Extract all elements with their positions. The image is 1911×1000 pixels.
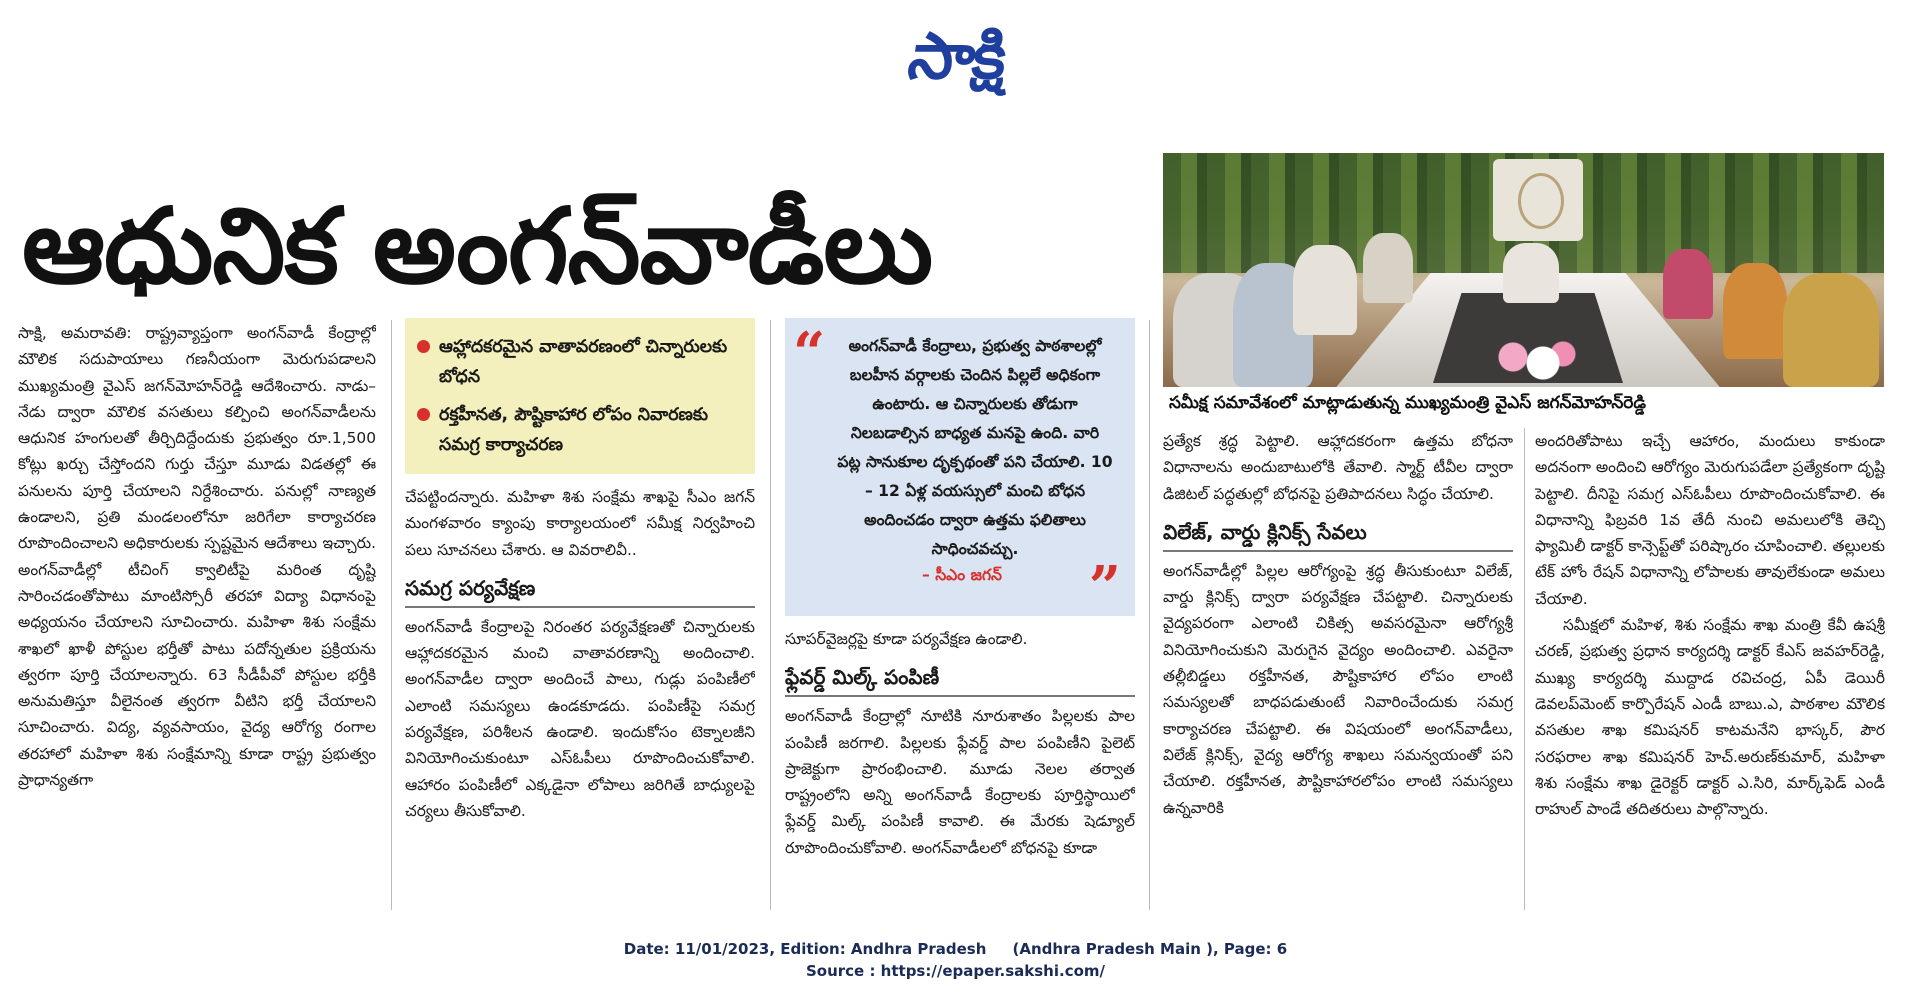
quote-text: అంగన్‌వాడీ కేంద్రాలు, ప్రభుత్వ పాఠశాలల్లో బలహీన వర్గాలకు చెందిన పిల్లలే అధికంగా ఉంటారు. ఆ చిన్నారులకు తోడుగా నిలబడాల్సిన బాధ్యత మనపై ఉంది. వారి పట్ల సానుకూల దృక్పథంతో పని చేయాలి. 10 – 12 ఏళ్ల వయస్సులో మంచి బోధన అందించడం ద్వారా ఉత్తమ ఫలితాలు సాధించవచ్చు. bbox=[837, 337, 1113, 558]
newspaper-masthead bbox=[0, 20, 1911, 109]
highlights-box bbox=[405, 318, 755, 474]
meeting-photo bbox=[1163, 153, 1884, 387]
photo-person bbox=[1783, 273, 1879, 387]
article-column-1 bbox=[18, 320, 376, 910]
column-paragraph: అంగన్‌వాడీ కేంద్రాలపై నిరంతర పర్యవేక్షణతో చిన్నారులకు ఆహ్లాదకరమైన మంచి వాతావరణాన్ని అందించాలి. అంగన్‌వాడీల ద్వారా అందించే పాలు, గుడ్లు పంపిణీలో ఎలాంటి సమస్యలు ఉండకూడదు. పంపిణీపై సమగ్ర పర్యవేక్షణ, పరిశీలన ఉండాలి. ఇందుకోసం టెక్నాలజీని వినియోగించుకుంటూ ఎస్‌ఓపీలు రూపొందించుకోవాలి. ఆహారం పంపిణీలో ఎక్కడైనా లోపాలు జరిగితే బాధ్యులపై చర్యలు తీసుకోవాలి. bbox=[405, 617, 755, 820]
quote-box bbox=[785, 318, 1135, 620]
sakshi-logo: సాక్షి bbox=[903, 20, 1010, 94]
column-paragraph: చేపట్టిందన్నారు. మహిళా శిశు సంక్షేమ శాఖపై సీఎం జగన్‌ మంగళవారం క్యాంపు కార్యాలయంలో సమీక్ష నిర్వహించి పలు సూచనలు చేశారు. ఆ వివరాలివీ.. bbox=[405, 488, 755, 559]
column-paragraph: సాక్షి, అమరావతి: రాష్ట్రవ్యాప్తంగా అంగన్‌వాడీ కేంద్రాల్లో మౌలిక సదుపాయాలు గణనీయంగా మెరుగుపడాలని ముఖ్యమంత్రి వైఎస్‌ జగన్‌మోహన్‌రెడ్డి ఆదేశించారు. నాడు–నేడు ద్వారా మౌలిక వసతులు కల్పించి అంగన్‌వాడీలను ఆధునిక హంగులతో తీర్చిదిద్దేందుకు ప్రభుత్వం రూ.1,500 కోట్లు ఖర్చు చేస్తోందని గుర్తు చేస్తూ మూడు విడతల్లో ఈ పనులను పూర్తి చేయాలని నిర్దేశించారు. పనుల్లో నాణ్యత ఉండాలని, ప్రతి మండలంలోనూ జరిగేలా కార్యాచరణ రూపొందించాలని అధికారులకు స్పష్టమైన ఆదేశాలు ఇచ్చారు. అంగన్‌వాడీల్లో టీచింగ్‌ క్వాలిటీపై మరింత దృష్టి సారించడంతోపాటు మాంటిస్సోరీ తరహా విద్యా విధానంపై అధ్యయనం చేయాలని సూచించారు. మహిళా శిశు సంక్షేమ శాఖలో ఖాళీ పోస్టుల భర్తీతో పాటు పదోన్నతుల ప్రక్రియను త్వరగా పూర్తి చేయాలన్నారు. 63 సీడీపీవో పోస్టుల భర్తీకి అనుమతిస్తూ వీలైనంత త్వరగా వీటిని భర్తీ చేయాలని సూచించారు. విద్య, వ్యవసాయం, వైద్య ఆరోగ్య రంగాల తరహాలో మహిళా శిశు సంక్షేమాన్ని కూడా రాష్ట్ర ప్రభుత్వం ప్రాధాన్యతగా bbox=[18, 324, 376, 790]
article-headline: ఆధునిక అంగన్‌వాడీలు bbox=[22, 185, 933, 307]
column-paragraph: సూపర్‌వైజర్లపై కూడా పర్యవేక్షణ ఉండాలి. bbox=[785, 630, 1028, 648]
column-divider bbox=[1149, 320, 1150, 910]
column-paragraph: అందరితోపాటు ఇచ్చే ఆహారం, మందులు కాకుండా అదనంగా అందించి ఆరోగ్యం మెరుగుపడేలా ప్రత్యేకంగా దృష్టి పెట్టాలి. దీనిపై సమగ్ర ఎస్‌ఓపీలు రూపొందించుకోవాలి. ఈ విధానాన్ని ఫిబ్రవరి 1వ తేదీ నుంచి అమలులోకి తెచ్చి ఫ్యామిలీ డాక్టర్‌ కాన్సెప్ట్‌తో పరిష్కారం చూపించాలి. తల్లులకు టేక్‌ హోం రేషన్‌ విధానాన్ని లోపాలకు తావులేకుండా అమలు చేయాలి. bbox=[1535, 432, 1885, 608]
column-paragraph: సమీక్షలో మహిళ, శిశు సంక్షేమ శాఖ మంత్రి కేవీ ఉషశ్రీ చరణ్, ప్రభుత్వ ప్రధాన కార్యదర్శి డాక్టర్‌ కేఎస్‌ జవహర్‌రెడ్డి, ముఖ్య కార్యదర్శి ముద్దాడ రవిచంద్ర, ఏపీ డెయిరీ డెవలప్‌మెంట్‌ కార్పొరేషన్‌ ఎండీ బాబు.ఎ, పాఠశాల మౌలిక వసతుల శాఖ కమిషనర్‌ కాటమనేని భాస్కర్, పౌర సరఫరాల శాఖ కమిషనర్‌ హెచ్‌.అరుణ్‌కుమార్, మహిళా శిశు సంక్షేమ శాఖ డైరెక్టర్‌ డాక్టర్‌ ఎ.సిరి, మార్క్‌ఫెడ్‌ ఎండీ రాహుల్‌ పాండే తదితరులు పాల్గొన్నారు. bbox=[1535, 616, 1885, 819]
highlight-item: రక్తహీనత, పౌష్టికాహార లోపం నివారణకు సమగ్ర కార్యాచరణ bbox=[415, 400, 743, 460]
photo-emblem bbox=[1493, 159, 1583, 241]
column-paragraph: అంగన్‌వాడీల్లో పిల్లల ఆరోగ్యంపై శ్రద్ధ తీసుకుంటూ విలేజ్, వార్డు క్లినిక్స్‌ ద్వారా పర్యవేక్షణ చేపట్టాలి. చిన్నారులకు వైద్యపరంగా ఎలాంటి చికిత్స అవసరమైనా ఆరోగ్యశ్రీ వినియోగించుకుని మెరుగైన వైద్యం అందించాలి. ఎవరైనా తల్లీబిడ్డలు రక్తహీనత, పౌష్టికాహార లోపం లాంటి సమస్యలతో బాధపడుతుంటే నివారించేందుకు సమగ్ర కార్యాచరణ చేపట్టాలి. ఈ విషయంలో అంగన్‌వాడీలు, విలేజ్‌ క్లినిక్స్, వైద్య ఆరోగ్య శాఖలు సమన్వయంతో పని చేయాలి. రక్తహీనత, పౌష్టికాహారలోపం లాంటి సమస్యలు ఉన్నవారికి bbox=[1163, 561, 1513, 817]
column-paragraph: ప్రత్యేక శ్రద్ధ పెట్టాలి. ఆహ్లాదకరంగా ఉత్తమ బోధనా విధానాలను అందుబాటులోకి తేవాలి. స్మార్ట్‌ టీవీల ద్వారా డిజిటల్‌ పద్ధతుల్లో బోధనపై ప్రతిపాదనలు సిద్ధం చేయాలి. bbox=[1163, 432, 1513, 503]
photo-person bbox=[1663, 249, 1713, 319]
quote-attribution: – సీఎం జగన్‌ bbox=[921, 566, 1003, 584]
highlight-item: ఆహ్లాదకరమైన వాతావరణంలో చిన్నారులకు బోధన bbox=[415, 332, 743, 392]
section-heading: సమగ్ర పర్యవేక్షణ bbox=[405, 569, 755, 608]
photo-flowers bbox=[1483, 333, 1583, 387]
article-column-2 bbox=[405, 484, 755, 910]
column-divider bbox=[391, 320, 392, 910]
section-heading: ఫ్లేవర్డ్‌ మిల్క్‌ పంపిణీ bbox=[785, 658, 1135, 697]
bullet-icon bbox=[417, 340, 430, 353]
article-column-3 bbox=[785, 626, 1135, 910]
photo-person bbox=[1293, 245, 1357, 335]
column-paragraph: అంగన్‌వాడీ కేంద్రాల్లో నూటికి నూరుశాతం పిల్లలకు పాల పంపిణీ జరగాలి. పిల్లలకు ఫ్లేవర్డ్‌ పాల పంపిణీని పైలెట్‌ ప్రాజెక్టుగా ప్రారంభించాలి. మూడు నెలల తర్వాత రాష్ట్రంలోని అన్ని అంగన్‌వాడీ కేంద్రాలకు పూర్తిస్థాయిలో ఫ్లేవర్డ్‌ మిల్క్‌ పంపిణీ కావాలి. ఈ మేరకు షెడ్యూల్‌ రూపొందించుకోవాలి. అంగన్‌వాడీలలో బోధనపై కూడా bbox=[785, 707, 1135, 857]
source-link[interactable]: Source : https://epaper.sakshi.com/ bbox=[805, 962, 1105, 980]
photo-caption: సమీక్ష సమావేశంలో మాట్లాడుతున్న ముఖ్యమంత్రి వైఎస్‌ జగన్‌మోహన్‌రెడ్డి bbox=[1169, 393, 1646, 413]
bullet-icon bbox=[417, 408, 430, 421]
article-column-5 bbox=[1535, 428, 1885, 910]
page-footer bbox=[0, 938, 1911, 982]
column-divider bbox=[1524, 428, 1525, 910]
close-quote-icon: ” bbox=[1088, 554, 1121, 620]
article-column-4 bbox=[1163, 428, 1513, 910]
photo-person bbox=[1503, 243, 1559, 303]
section-heading: విలేజ్, వార్డు క్లినిక్స్‌ సేవలు bbox=[1163, 513, 1513, 552]
open-quote-icon: “ bbox=[793, 320, 826, 386]
column-divider bbox=[770, 320, 771, 910]
photo-person bbox=[1723, 263, 1787, 359]
edition-info: Date: 11/01/2023, Edition: Andhra Pradesh (Andhra Pradesh Main ), Page: 6 bbox=[623, 940, 1288, 958]
photo-person bbox=[1363, 233, 1413, 303]
